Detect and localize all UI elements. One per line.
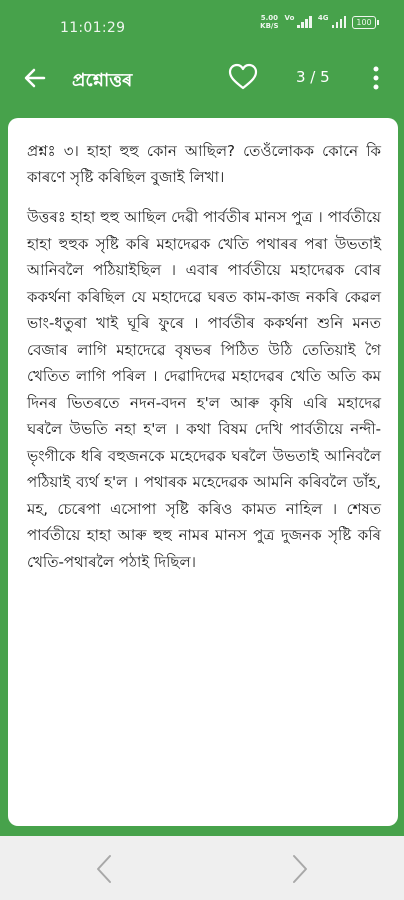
status-bar (0, 0, 404, 52)
previous-button[interactable] (90, 852, 120, 886)
question-text: প্ৰশ্নঃ ৩। হাহা হুহু কোন আছিল? তেওঁলোকক কোনে কি কাৰণে সৃষ্টি কৰিছিল বুজাই লিখা। (27, 142, 381, 186)
network-speed (260, 14, 278, 30)
heart-outline-icon (228, 63, 258, 91)
battery-icon: 100 (352, 16, 376, 29)
answer-text: উত্তৰঃ হাহা হুহু আছিল দেৱী পাৰ্বতীৰ মানস পুত্ৰ । পাৰ্বতীয়ে হাহা হুহুক সৃষ্টি কৰি মহাদেৱক খেতি পথাৰৰ পৰা উভতাই আনিবলৈ পঠিয়াইছিল । এবাৰ পাৰ্বতীয়ে মহাদেৱক বোৰ ককৰ্থনা কৰিছিল যে মহাদেৱে ঘৰত কাম-কাজ নকৰি কেৱল ভাং-ধতুৰা খাই ঘূৰি ফুৰে । পাৰ্বতীৰ ককৰ্থনা শুনি মনত বেজাৰ লাগি মহাদেৱে বৃষভৰ পিঠিত উঠি তেতিয়াই গৈ খেতিত লাগি পৰিল । দেৱাদিদেৱ মহাদেৱৰ খেতি অতি কম দিনৰ ভিতৰতে নদন-বদন হ'ল আৰু কৃষি এৰি মহাদেৱ ঘৰলৈ উভতি নহা হ'ল । কথা বিষম দেখি পাৰ্বতীয়ে নন্দী-ভৃংগীকে ধৰি বহুজনকে মহেদেৱক ঘৰলৈ উভতাই আনিবলৈ পঠিয়াই ব্যৰ্থ হ'ল । পথাৰক মহেদেৱক আমনি কৰিবলৈ ডাঁহ, মহ, চেৰেপা এসোপা সৃষ্টি কৰিও কামত নাহিল । শেষত পাৰ্বতীয়ে হাহা আৰু হুহু নামৰ মানস পুত্ৰ দুজনক সৃষ্টি কৰি খেতি-পথাৰলৈ পঠাই দিছিল। (27, 208, 381, 571)
more-options-button[interactable] (366, 65, 386, 91)
card-content (8, 118, 398, 575)
bottom-navigation (0, 836, 404, 900)
content-card (8, 118, 398, 826)
network-speed-value: 5.00 (260, 14, 278, 22)
chevron-left-icon (90, 852, 120, 886)
signal-2-icon (332, 16, 347, 28)
more-vertical-icon (366, 65, 386, 91)
page-title: প্ৰশ্নোত্তৰ (72, 70, 133, 91)
page-counter: 3 / 5 (296, 68, 330, 86)
favorite-button[interactable] (228, 63, 258, 91)
chevron-right-icon (284, 852, 314, 886)
signal-1-icon (297, 16, 312, 28)
status-icons (260, 14, 376, 30)
sim1-label: Vo (284, 14, 295, 22)
sim2-label: 4G (317, 14, 329, 22)
next-button[interactable] (284, 852, 314, 886)
back-button[interactable] (22, 65, 48, 91)
app-bar (0, 52, 404, 104)
status-time: 11:01:29 (60, 20, 126, 36)
arrow-left-icon (22, 65, 48, 91)
network-speed-unit: KB/S (260, 22, 279, 30)
